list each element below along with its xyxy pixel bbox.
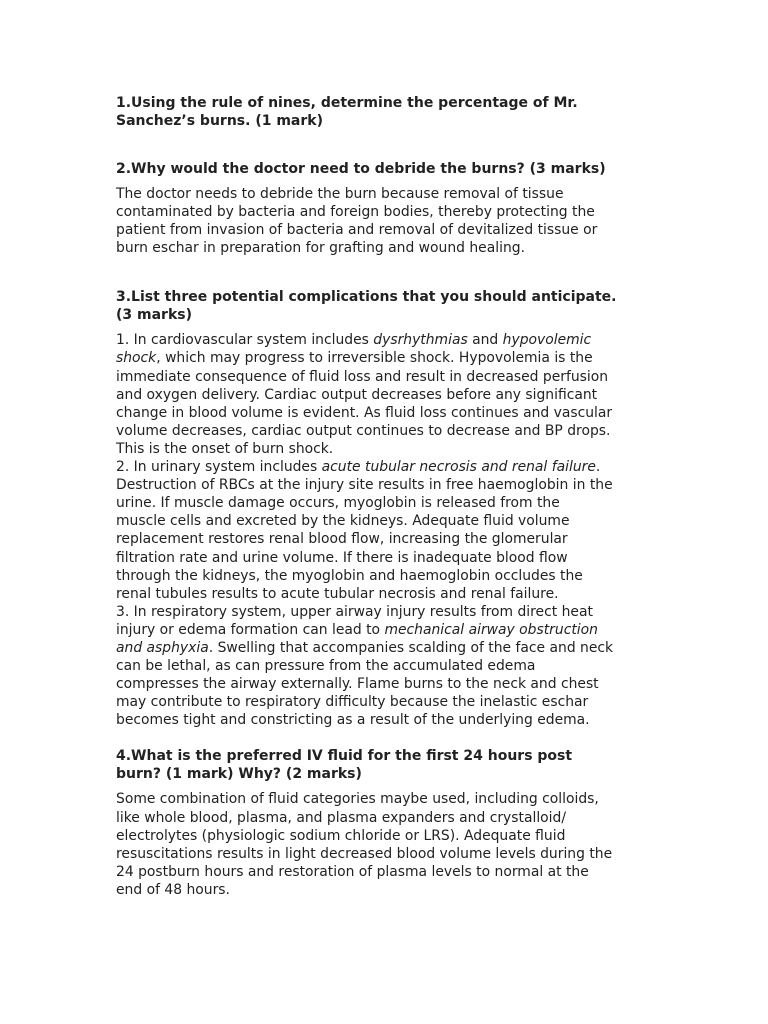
question-2-title: 2.Why would the doctor need to debride the burns? (3 marks) xyxy=(116,161,606,177)
complication-3 xyxy=(116,603,661,730)
complication-2-post: . Destruction of RBCs at the injury site results in free haemoglobin in the urine. If muscle damage occurs, myoglobin is released from the muscle cells and excreted by the kidneys. Adequate fluid volume replacement restores renal blood flow, increasing the glomerular filtration rate and urine volume. If there is inadequate blood flow through the kidneys, the myoglobin and haemoglobin occludes the renal tubules results to acute tubular necrosis and renal failure. xyxy=(116,459,613,602)
question-2-answer xyxy=(116,185,661,257)
complication-2 xyxy=(116,458,661,603)
complication-3-em: mechanical airway obstruction and asphyxia xyxy=(116,621,598,656)
complication-1 xyxy=(116,331,661,458)
complication-1-em1: dysrhythmias xyxy=(373,332,468,349)
complication-1-pre: 1. In cardiovascular system includes xyxy=(116,332,374,349)
answer-2-text: The doctor needs to debride the burn because removal of tissue contaminated by bacteria and foreign bodies, thereby protecting the patient from invasion of bacteria and removal of devitalized tissue or burn eschar in preparation for grafting and wound healing. xyxy=(116,186,598,257)
complication-3-pre: 3. In respiratory system, upper airway injury results from direct heat injury or edema formation can lead to xyxy=(116,603,593,638)
complication-2-em: acute tubular necrosis and renal failure xyxy=(321,459,596,476)
complication-2-pre: 2. In urinary system includes xyxy=(116,459,322,476)
question-3-answer xyxy=(116,331,661,729)
document-page xyxy=(116,94,661,899)
question-4-answer xyxy=(116,790,661,899)
complication-1-em2: hypovolemic shock xyxy=(116,332,592,367)
question-3-title: 3.List three potential complications that you should anticipate. (3 marks) xyxy=(116,289,617,324)
question-1-title: 1.Using the rule of nines, determine the percentage of Mr. Sanchez’s burns. (1 mark) xyxy=(116,95,578,129)
complication-3-post: . Swelling that accompanies scalding of the face and neck can be lethal, as can pressure from the accumulated edema compresses the airway externally. Flame burns to the neck and chest may contribute to respiratory difficulty because the inelastic eschar becomes tight and constricting as a result of the underlying edema. xyxy=(116,639,614,729)
question-4-title: 4.What is the preferred IV fluid for the first 24 hours post burn? (1 mark) Why? (2 marks) xyxy=(116,748,573,783)
complication-1-post: , which may progress to irreversible shock. Hypovolemia is the immediate consequence of fluid loss and result in decreased perfusion and oxygen delivery. Cardiac output decreases before any significant change in blood volume is evident. As fluid loss continues and vascular volume decreases, cardiac output continues to decrease and BP drops. This is the onset of burn shock. xyxy=(116,350,613,457)
answer-4-text: Some combination of fluid categories maybe used, including colloids, like whole blood, plasma, and plasma expanders and crystalloid/ electrolytes (physiologic sodium chloride or LRS). Adequate fluid resuscitations results in light decreased blood volume levels during the 24 postburn hours and restoration of plasma levels to normal at the end of 48 hours. xyxy=(116,791,613,898)
complication-1-mid: and xyxy=(467,332,503,349)
